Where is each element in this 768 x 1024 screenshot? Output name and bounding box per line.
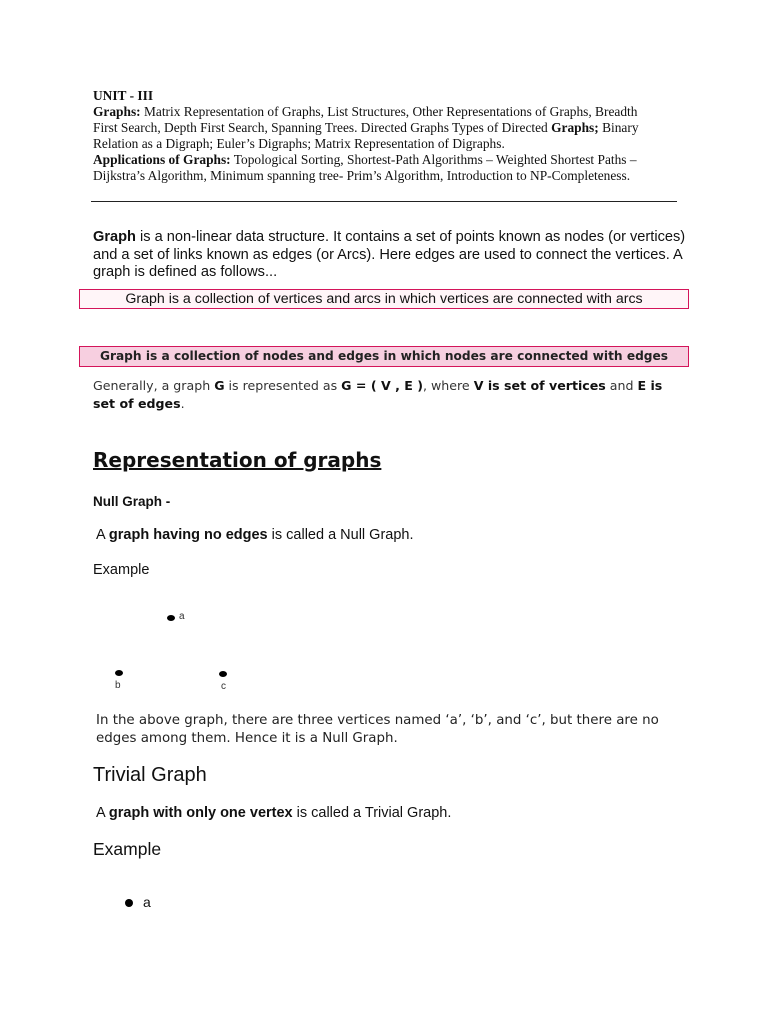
syllabus-head: Applications of Graphs: <box>93 152 231 167</box>
edge-set-def: E is set of edges <box>93 378 663 411</box>
text-run: graph with only one vertex <box>108 805 293 821</box>
vertex-dot-single <box>125 899 133 907</box>
text-run: Generally, a graph <box>93 378 215 393</box>
representation-heading: Representation of graphs <box>93 448 382 472</box>
text-run: G <box>214 378 225 393</box>
syllabus-head: Graphs: <box>93 104 141 119</box>
definition-box-arcs: Graph is a collection of vertices and arcs in which vertices are connected with arcs <box>79 289 689 309</box>
vertex-label-single: a <box>143 894 151 910</box>
syllabus-text: Topological Sorting, Shortest-Path Algorithms – Weighted Shortest Paths – Dijkstra’s Algorithm, Minimum spanning tree- Prim’s Algorithm, Introduction to NP-Completeness. <box>93 152 637 183</box>
syllabus-text: Binary Relation as a Digraph; Euler’s Digraphs; Matrix Representation of Digraphs. <box>93 120 639 151</box>
syllabus-head: Graphs; <box>551 120 599 135</box>
syllabus-text: Matrix Representation of Graphs, List Structures, Other Representations of Graphs, Breadth First Search, Depth First Search, Spanning Trees. Directed Graphs Types of Directed <box>93 104 638 135</box>
syllabus-line <box>93 152 663 184</box>
vertex-dot-c <box>219 671 227 677</box>
intro-term: Graph <box>93 229 136 245</box>
text-run: A <box>96 527 109 543</box>
syllabus-line <box>93 104 663 152</box>
text-run: and <box>605 378 638 393</box>
text-run: is represented as <box>224 378 342 393</box>
vertex-dot-a <box>167 615 175 621</box>
text-run: is called a Null Graph. <box>267 527 414 543</box>
intro-paragraph <box>93 229 693 282</box>
null-example-label: Example <box>93 562 150 578</box>
null-graph-definition <box>96 527 414 543</box>
text-run: , where <box>423 378 474 393</box>
null-graph-caption: In the above graph, there are three vertices named ‘a’, ‘b’, and ‘c’, but there are no edges among them. Hence it is a Null Graph. <box>96 713 659 746</box>
text-run: . <box>180 396 185 411</box>
graph-formula: G = ( V , E ) <box>341 378 423 393</box>
trivial-graph-definition <box>96 805 451 821</box>
vertex-label-c: c <box>221 681 226 692</box>
vertex-label-a: a <box>179 611 185 622</box>
trivial-graph-heading: Trivial Graph <box>93 764 207 786</box>
vertex-set-def: V is set of vertices <box>473 378 606 393</box>
vertex-label-b: b <box>115 680 121 691</box>
section-divider <box>91 201 677 202</box>
trivial-example-label: Example <box>93 839 162 859</box>
text-run: A <box>96 805 109 821</box>
graph-notation-paragraph <box>93 377 688 413</box>
null-graph-heading: Null Graph - <box>93 494 171 509</box>
intro-text: is a non-linear data structure. It contains a set of points known as nodes (or vertices) and a set of links known as edges (or Arcs). Here edges are used to connect the vertices. A graph is defined as follows... <box>93 229 686 280</box>
text-run: graph having no edges <box>108 527 268 543</box>
text-run: is called a Trivial Graph. <box>292 805 452 821</box>
vertex-dot-b <box>115 670 123 676</box>
unit-title: UNIT - III <box>93 88 154 103</box>
unit-syllabus <box>93 88 663 184</box>
definition-box-edges: Graph is a collection of nodes and edges in which nodes are connected with edges <box>79 346 689 367</box>
